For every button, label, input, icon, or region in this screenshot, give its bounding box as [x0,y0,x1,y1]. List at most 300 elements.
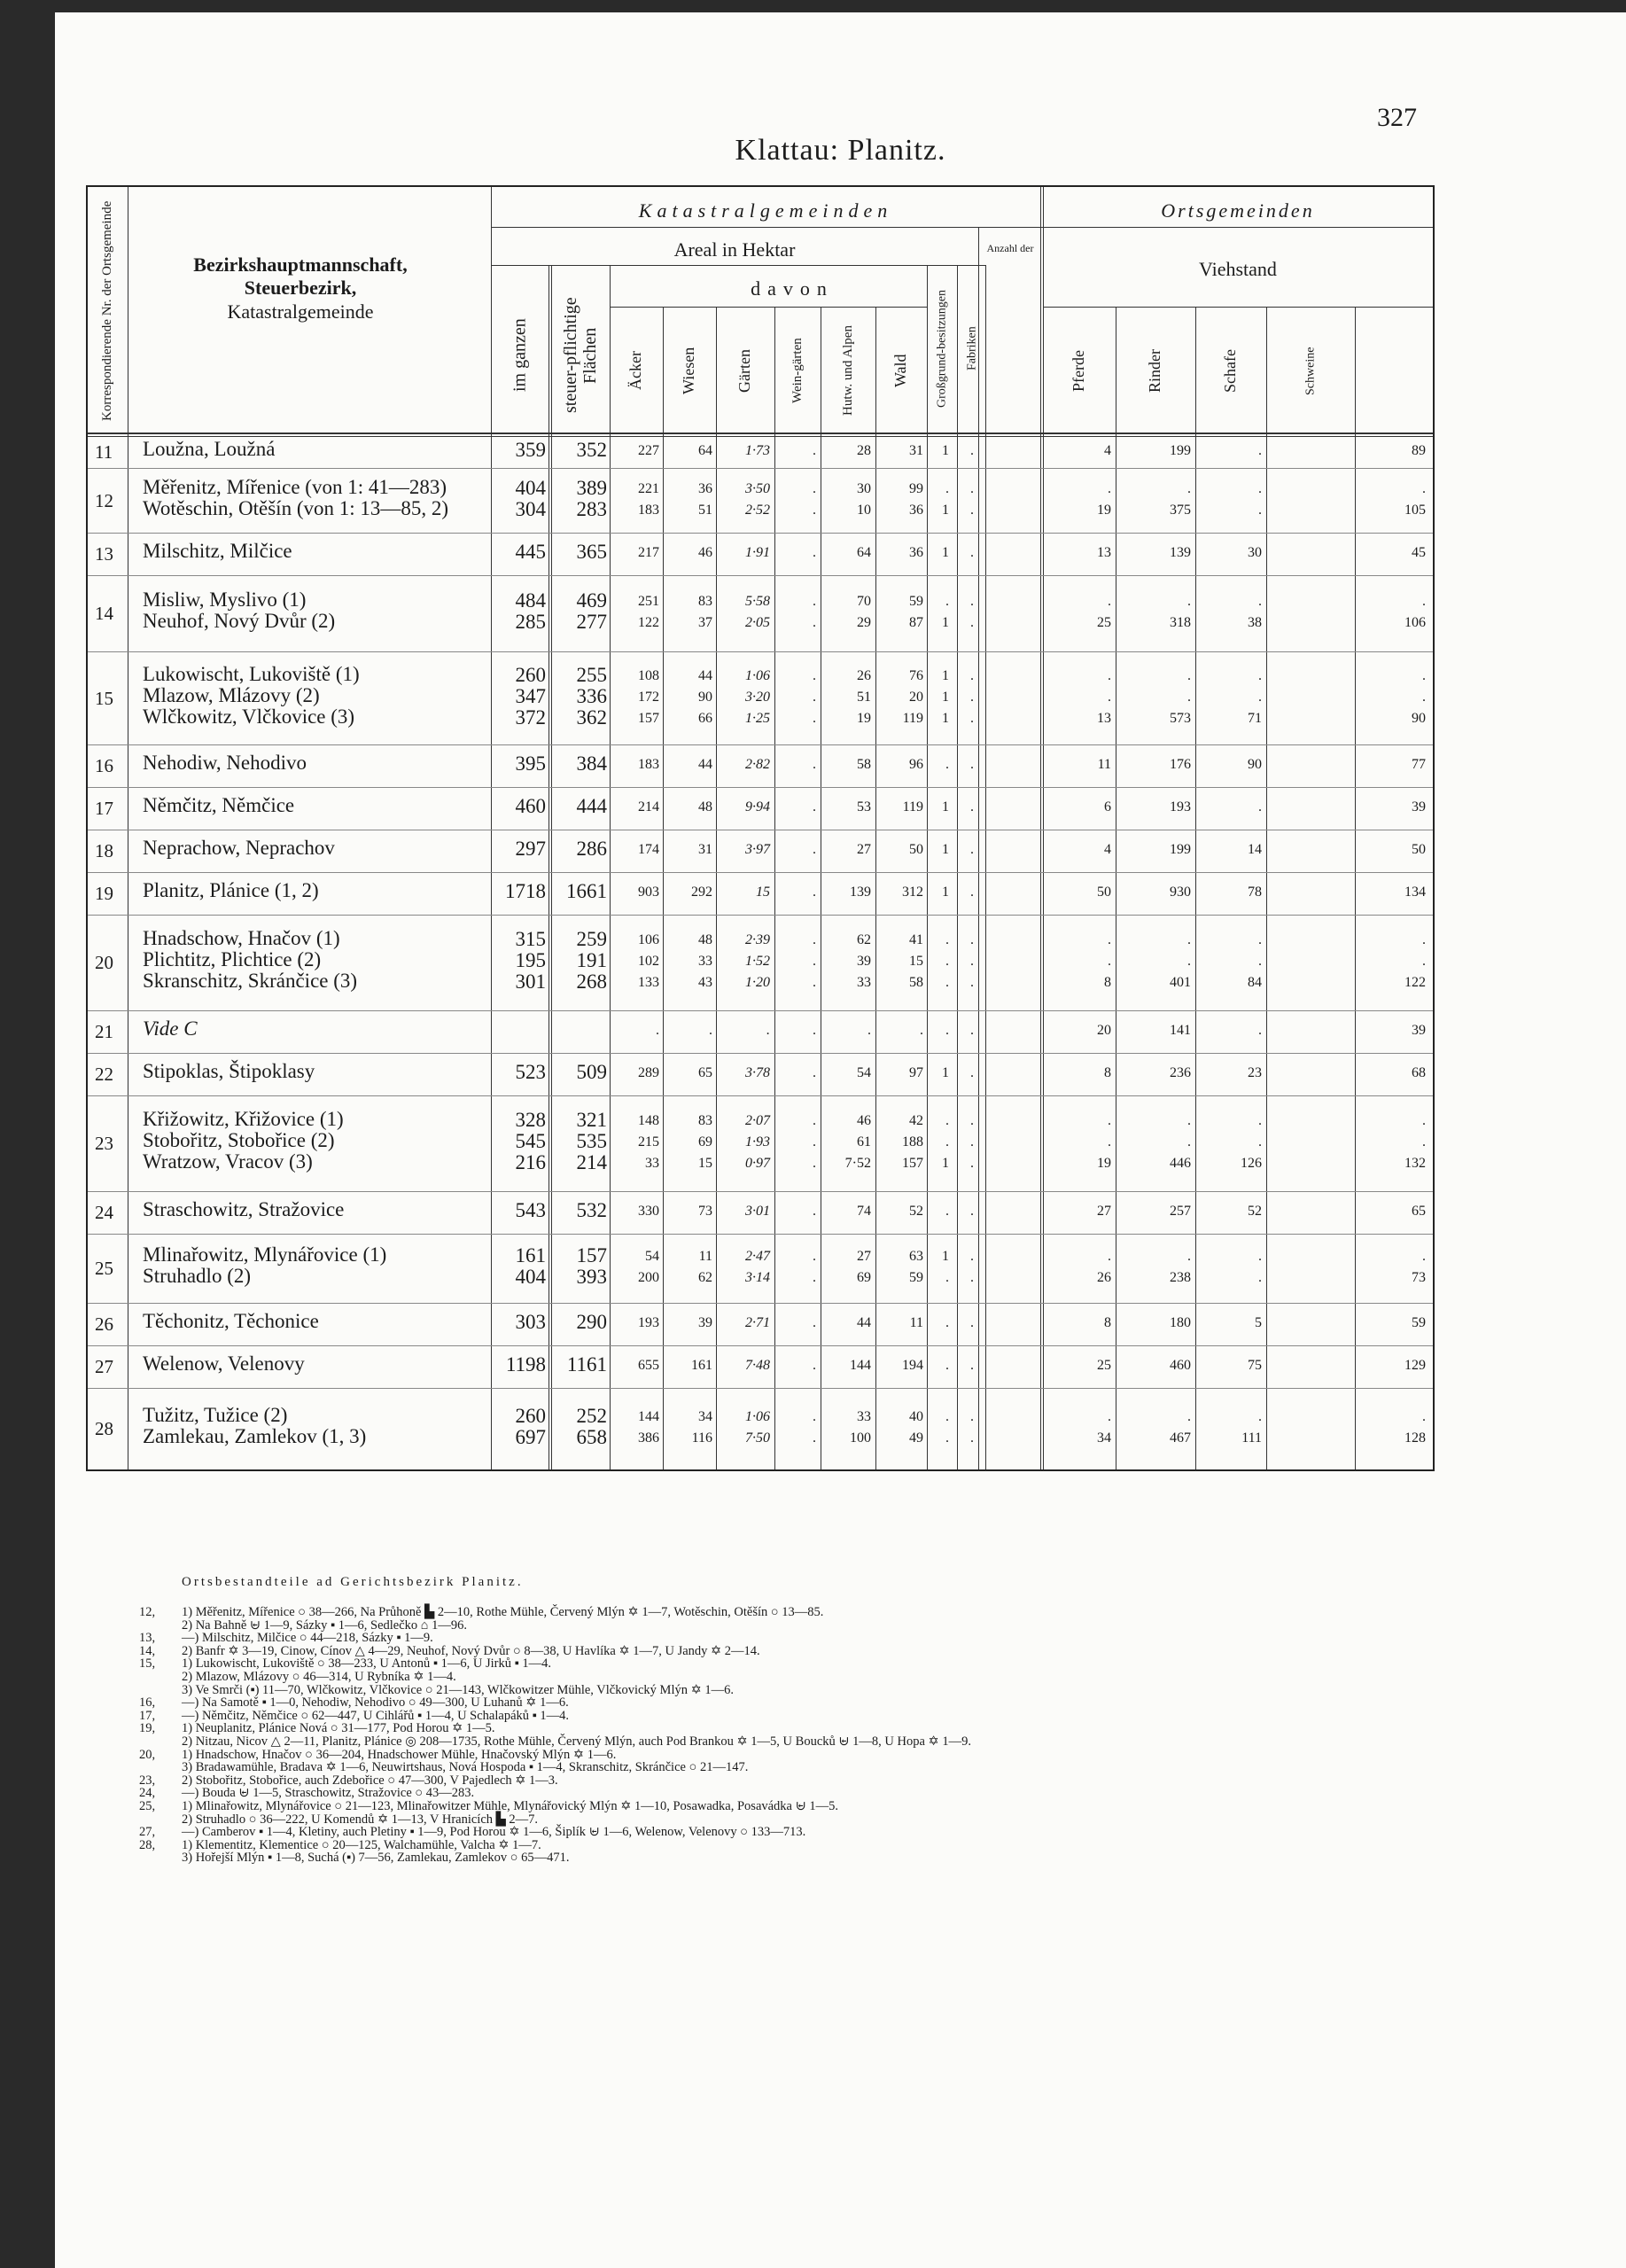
cell-steuer: 658 [576,1426,607,1448]
cell-schw: . [1422,932,1426,947]
cell-aeck: 144 [638,1409,659,1424]
cell-gross: . [945,1430,949,1446]
cell-aeck: 108 [638,667,659,683]
cell-pf: . [1108,1409,1111,1424]
katastral-name: Vide C [143,1017,198,1040]
cell-gross: . [945,757,949,772]
cell-ganz: 304 [515,497,546,520]
cell-ri: 238 [1170,1270,1191,1285]
cell-fab: . [970,954,974,969]
cell-ganz: 404 [515,1266,546,1288]
cell-steuer: 444 [576,795,607,817]
katastral-name: Struhadlo (2) [143,1265,252,1287]
cell-wein: . [813,594,816,609]
cell-ganz: 543 [515,1199,546,1221]
katastral-name: Misliw, Myslivo (1) [143,588,307,611]
cell-ganz: 216 [515,1151,546,1173]
cell-schw: 128 [1404,1430,1426,1446]
cell-fab: . [970,1204,974,1219]
cell-schw: 50 [1412,842,1426,857]
cell-aeck: 174 [638,842,659,857]
note-key: 12, [139,1605,156,1619]
katastral-name: Planitz, Plánice (1, 2) [143,879,319,901]
cell-aeck: 227 [638,443,659,458]
cell-fab: . [970,1358,974,1373]
cell-wald: 11 [909,1315,923,1330]
cell-aeck: 183 [638,502,659,518]
cell-schw: 105 [1404,502,1426,518]
cell-fab: . [970,1023,974,1038]
katastral-name: Loužna, Loužná [143,438,276,460]
cell-gross: 1 [942,545,949,560]
cell-ganz: 315 [515,928,546,950]
cell-schw: . [1422,1409,1426,1424]
cell-pf: . [1108,689,1111,705]
cell-gross: 1 [942,799,949,814]
page-title: Klattau: Planitz. [735,134,946,167]
cell-ri: 930 [1170,885,1191,900]
group-number: 15 [95,687,113,709]
cell-wald: 42 [909,1113,923,1128]
cell-wein: . [813,667,816,683]
cell-schw: 132 [1404,1156,1426,1171]
cell-wies: 161 [691,1358,712,1373]
cell-aeck: 903 [638,885,659,900]
cell-fab: . [970,480,974,496]
cell-schw: 39 [1412,1023,1426,1038]
row-divider [88,1303,1433,1304]
header-wiesen: Wiesen [680,347,698,395]
note-text: 2) Struhadlo ○ 36—222, U Komendů ✡ 1—13, V Hranicích ▙ 2—7. [182,1812,539,1827]
cell-steuer: 157 [576,1244,607,1266]
cell-wein: . [813,885,816,900]
header-wald: Wald [891,354,910,388]
cell-aeck: 172 [638,689,659,705]
cell-wies: . [709,1023,712,1038]
cell-ri: . [1187,667,1191,683]
cell-steuer: 362 [576,705,607,729]
cell-gaert: 0·97 [745,1156,770,1171]
cell-wies: 64 [698,443,712,458]
cell-ganz: 372 [515,705,546,729]
cell-schw: . [1422,1113,1426,1128]
cell-gaert: 7·48 [745,1358,770,1373]
cell-steuer: 286 [576,838,607,860]
cell-hutw: 74 [857,1204,871,1219]
katastral-name: Němčitz, Němčice [143,794,295,816]
cell-fab: . [970,757,974,772]
cell-wies: 44 [698,667,712,683]
cell-sch: 126 [1241,1156,1262,1171]
cell-gaert: 2·82 [745,757,770,772]
cell-gaert: . [766,1023,770,1038]
note-key: 17, [139,1708,156,1723]
cell-gaert: 3·20 [745,689,770,705]
katastral-name: Mlinařowitz, Mlynářovice (1) [143,1243,387,1266]
cell-fab: . [970,975,974,990]
katastral-name: Wotěschin, Otěšín (von 1: 13—85, 2) [143,496,449,519]
cell-fab: . [970,932,974,947]
cell-wald: 76 [909,667,923,683]
cell-gross: 1 [942,689,949,705]
cell-pf: 25 [1097,1358,1111,1373]
rule [1355,307,1356,1469]
katastral-name: Těchonitz, Těchonice [143,1310,319,1332]
cell-wald: 59 [909,594,923,609]
cell-sch: 30 [1248,545,1262,560]
katastral-name: Neprachow, Neprachov [143,837,335,859]
row-divider [88,1345,1433,1346]
cell-wald: 312 [902,885,923,900]
cell-sch: 14 [1248,842,1262,857]
cell-wies: 34 [698,1409,712,1424]
cell-wies: 83 [698,1113,712,1128]
cell-gross: 1 [942,667,949,683]
cell-hutw: 27 [857,1249,871,1264]
cell-gaert: 3·14 [745,1270,770,1285]
note-text: —) Milschitz, Milčice ○ 44—218, Sázky ▪ 1—9. [182,1631,433,1646]
cell-fab: . [970,443,974,458]
cell-pf: 4 [1104,842,1111,857]
cell-wein: . [813,1156,816,1171]
cell-schw: 65 [1412,1204,1426,1219]
katastral-name: Skranschitz, Skránčice (3) [143,970,358,992]
group-number: 20 [95,952,113,973]
cell-gross: . [945,1358,949,1373]
cell-wies: 51 [698,502,712,518]
cell-wies: 73 [698,1204,712,1219]
cell-schw: . [1422,954,1426,969]
katastral-name: Stipoklas, Štipoklasy [143,1060,315,1082]
cell-wald: 31 [909,443,923,458]
header-aecker: Äcker [626,351,645,391]
note-text: 3) Bradawamühle, Bradava ✡ 1—6, Neuwirtshaus, Nová Hospoda ▪ 1—4, Skranschitz, Skránčice ○ 21—147. [182,1760,749,1775]
note-text: —) Na Samotě ▪ 1—0, Nehodiw, Nehodivo ○ 49—300, U Luhanů ✡ 1—6. [182,1695,569,1711]
cell-hutw: 33 [857,975,871,990]
cell-pf: 27 [1097,1204,1111,1219]
cell-gaert: 1·93 [745,1134,770,1150]
cell-wies: 65 [698,1065,712,1080]
cell-hutw: 54 [857,1065,871,1080]
katastral-name: Měřenitz, Mířenice (von 1: 41—283) [143,475,447,498]
cell-fab: . [970,842,974,857]
cell-aeck: 33 [645,1156,659,1171]
cell-gaert: 1·20 [745,975,770,990]
cell-schw: . [1422,1249,1426,1264]
cell-wald: 188 [902,1134,923,1150]
row-divider [88,651,1433,652]
group-number: 17 [95,798,113,819]
row-divider [88,872,1433,873]
cell-sch: . [1258,443,1262,458]
header-katastral: Katastralgemeinden [638,199,893,222]
group-number: 12 [95,489,113,511]
header-im-ganzen: im ganzen [510,318,530,393]
header-name-line3: Katastralgemeinde [227,300,374,323]
cell-wald: 58 [909,975,923,990]
cell-aeck: 655 [638,1358,659,1373]
cell-aeck: 251 [638,594,659,609]
cell-pf: 11 [1097,757,1111,772]
cell-ganz: 484 [515,589,546,612]
cell-aeck: 214 [638,799,659,814]
cell-wies: 292 [691,885,712,900]
cell-sch: . [1258,689,1262,705]
note-line [139,1851,569,1866]
cell-hutw: . [867,1023,871,1038]
cell-pf: 8 [1104,975,1111,990]
row-divider [88,915,1433,916]
cell-ri: . [1187,1134,1191,1150]
cell-ganz: 460 [515,795,546,817]
katastral-name: Křižowitz, Křižovice (1) [143,1108,344,1130]
rule [491,227,1433,228]
katastral-name: Tužitz, Tužice (2) [143,1404,288,1426]
cell-ri: 180 [1170,1315,1191,1330]
cell-fab: . [970,1315,974,1330]
cell-fab: . [970,1409,974,1424]
katastral-name: Neuhof, Nový Dvůr (2) [143,610,336,632]
cell-wald: 119 [902,799,923,814]
cell-hutw: 26 [857,667,871,683]
cell-schw: . [1422,689,1426,705]
cell-ganz: 285 [515,611,546,633]
cell-pf: 19 [1097,502,1111,518]
cell-ri: . [1187,480,1191,496]
cell-ri: . [1187,594,1191,609]
cell-wies: 15 [698,1156,712,1171]
cell-wies: 83 [698,594,712,609]
katastral-name: Welenow, Velenovy [143,1352,305,1375]
cell-steuer: 283 [576,497,607,520]
cell-hutw: 7·52 [844,1156,871,1171]
cell-ganz: 328 [515,1109,546,1131]
cell-pf: 34 [1097,1430,1111,1446]
cell-wald: 49 [909,1430,923,1446]
cell-wies: 44 [698,757,712,772]
cell-wies: 33 [698,954,712,969]
note-text: 2) Na Bahně ⊌ 1—9, Sázky ▪ 1—6, Sedlečko ⌂ 1—96. [182,1617,467,1633]
katastral-name: Stobořitz, Stobořice (2) [143,1129,335,1151]
cell-ganz: 347 [515,684,546,707]
cell-ri: 446 [1170,1156,1191,1171]
cell-hutw: 46 [857,1113,871,1128]
cell-hutw: 28 [857,443,871,458]
cell-wein: . [813,1065,816,1080]
cell-fab: . [970,1430,974,1446]
cell-ganz: 445 [515,541,546,563]
cell-ganz: 301 [515,970,546,993]
cell-pf: . [1108,954,1111,969]
cell-ri: 467 [1170,1430,1191,1446]
note-key: 24, [139,1786,156,1801]
cell-gross: 1 [942,1156,949,1171]
cell-gross: . [945,1134,949,1150]
katastral-name: Nehodiw, Nehodivo [143,752,307,774]
note-text: 3) Ve Smrči (▪) 11—70, Wlčkowitz, Vlčkovice ○ 21—143, Wlčkowitzer Mühle, Vlčkovický Mlýn ✡ 1—6. [182,1682,735,1697]
cell-gaert: 1·25 [745,710,770,726]
cell-gross: . [945,1113,949,1128]
notes-title: Ortsbestandteile ad Gerichtsbezirk Planitz. [182,1575,524,1589]
header-davon: davon [751,277,834,300]
cell-gross: 1 [942,885,949,900]
cell-wald: 36 [909,502,923,518]
cell-fab: . [970,1134,974,1150]
cell-aeck: 386 [638,1430,659,1446]
cell-fab: . [970,667,974,683]
cell-wies: 90 [698,689,712,705]
cell-hutw: 58 [857,757,871,772]
cell-wald: 157 [902,1156,923,1171]
cell-sch: . [1258,1113,1262,1128]
cell-aeck: 200 [638,1270,659,1285]
row-divider [88,744,1433,745]
katastral-name: Milschitz, Milčice [143,540,292,562]
cell-ganz: 260 [515,1405,546,1427]
header-fabriken: Fabriken [965,326,979,371]
row-divider [88,1053,1433,1054]
cell-schw: 45 [1412,545,1426,560]
cell-steuer: 321 [576,1109,607,1131]
cell-gaert: 2·05 [745,615,770,630]
cell-steuer: 535 [576,1130,607,1152]
cell-steuer: 389 [576,476,607,499]
group-number: 18 [95,840,113,861]
katastral-name: Zamlekau, Zamlekov (1, 3) [143,1425,367,1447]
cell-gaert: 2·39 [745,932,770,947]
cell-wald: 59 [909,1270,923,1285]
katastral-name: Lukowischt, Lukoviště (1) [143,662,360,685]
group-number: 25 [95,1258,113,1279]
cell-sch: . [1258,594,1262,609]
group-number: 26 [95,1313,113,1335]
cell-gross: . [945,480,949,496]
cell-gross: . [945,954,949,969]
cell-ganz: 697 [515,1426,546,1448]
row-divider [88,1388,1433,1389]
cell-ganz: 297 [515,838,546,860]
cell-ri: 318 [1170,615,1191,630]
cell-ganz: 523 [515,1061,546,1083]
cell-schw: . [1422,667,1426,683]
cell-wein: . [813,1409,816,1424]
cell-aeck: 215 [638,1134,659,1150]
katastral-name: Mlazow, Mlázovy (2) [143,683,320,706]
cell-wein: . [813,480,816,496]
header-gross: Großgrund-besitzungen [935,290,949,408]
cell-wies: 48 [698,932,712,947]
cell-ri: 236 [1170,1065,1191,1080]
cell-fab: . [970,545,974,560]
cell-ganz: 195 [515,949,546,971]
group-number: 28 [95,1418,113,1439]
cell-sch: . [1258,480,1262,496]
cell-wald: 63 [909,1249,923,1264]
cell-sch: 23 [1248,1065,1262,1080]
cell-hutw: 51 [857,689,871,705]
cell-wies: 31 [698,842,712,857]
cell-ganz: 1198 [505,1353,546,1376]
cell-gaert: 1·73 [745,443,770,458]
cell-steuer: 469 [576,589,607,612]
row-divider [88,1095,1433,1096]
cell-hutw: 10 [857,502,871,518]
katastral-name: Wratzow, Vracov (3) [143,1150,313,1173]
header-ortsgem: Ortsgemeinden [1161,199,1315,222]
cell-pf: 6 [1104,799,1111,814]
cell-ri: 141 [1170,1023,1191,1038]
cell-sch: 75 [1248,1358,1262,1373]
cell-sch: . [1258,502,1262,518]
cell-wein: . [813,1023,816,1038]
cell-pf: . [1108,932,1111,947]
cell-steuer: 255 [576,663,607,686]
note-text: 2) Banfr ✡ 3—19, Cinow, Cínov △ 4—29, Neuhof, Nový Dvůr ○ 8—38, U Havlíka ✡ 1—7, U Jandy ✡ 2—14. [182,1643,760,1658]
cell-gaert: 2·71 [745,1315,770,1330]
cell-wein: . [813,842,816,857]
header-nr: Korrespondierende Nr. der Ortsgemeinde [99,200,114,422]
cell-hutw: 44 [857,1315,871,1330]
row-divider [88,1010,1433,1011]
cell-steuer: 352 [576,439,607,461]
cell-wald: 119 [902,710,923,726]
cell-sch: . [1258,1249,1262,1264]
cell-sch: 52 [1248,1204,1262,1219]
cell-fab: . [970,799,974,814]
cell-sch: . [1258,1409,1262,1424]
header-steuer: steuer-pflichtige Flächen [561,297,600,414]
cell-gaert: 2·07 [745,1113,770,1128]
cell-wies: 46 [698,545,712,560]
cell-steuer: 532 [576,1199,607,1221]
header-rinder: Rinder [1146,349,1164,393]
group-number: 27 [95,1356,113,1377]
group-number: 16 [95,755,113,776]
cell-gaert: 9·94 [745,799,770,814]
cell-aeck: 221 [638,480,659,496]
cell-ganz: 359 [515,439,546,461]
cell-wald: 52 [909,1204,923,1219]
cell-pf: 19 [1097,1156,1111,1171]
cell-wein: . [813,799,816,814]
cell-ganz: 303 [515,1311,546,1333]
cell-sch: . [1258,667,1262,683]
cell-gross: 1 [942,615,949,630]
cell-hutw: 30 [857,480,871,496]
header-name [136,253,464,323]
cell-wies: 36 [698,480,712,496]
cell-pf: . [1108,1113,1111,1128]
cell-gross: 1 [942,1065,949,1080]
cell-fab: . [970,689,974,705]
cell-ri: 573 [1170,710,1191,726]
cell-aeck: 183 [638,757,659,772]
cell-gross: . [945,1204,949,1219]
cell-aeck: 102 [638,954,659,969]
cell-wein: . [813,1134,816,1150]
cell-schw: . [1422,1134,1426,1150]
cell-steuer: 252 [576,1405,607,1427]
statistics-table [86,185,1435,1471]
cell-ganz: 161 [515,1244,546,1266]
cell-wein: . [813,1204,816,1219]
cell-schw: . [1422,594,1426,609]
cell-steuer: 1661 [566,880,607,902]
cell-wein: . [813,615,816,630]
cell-sch: . [1258,1270,1262,1285]
cell-hutw: 64 [857,545,871,560]
cell-gross: . [945,932,949,947]
